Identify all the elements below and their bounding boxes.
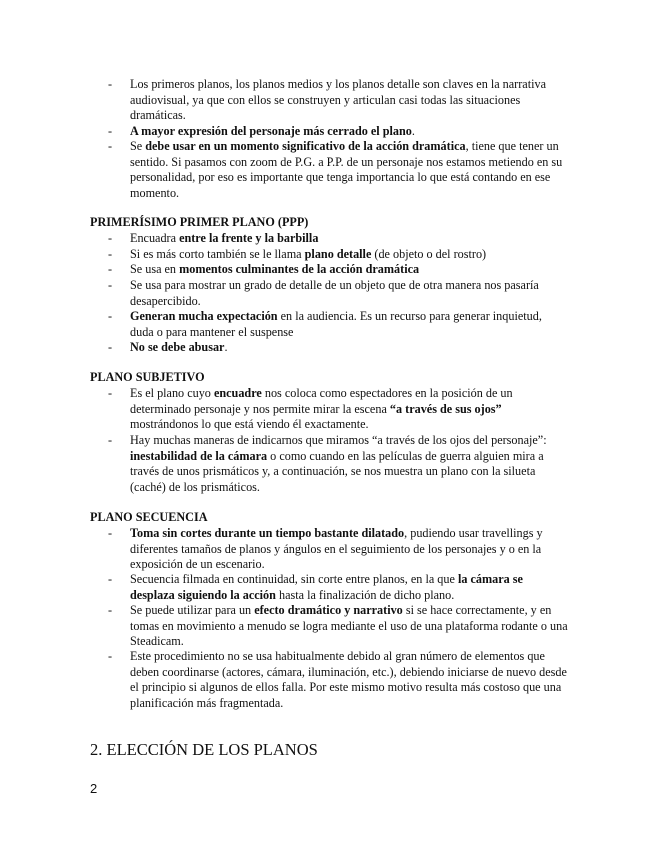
text-run: Se puede utilizar para un bbox=[130, 603, 255, 617]
text-run: Si es más corto también se le llama bbox=[130, 247, 305, 261]
bold-text: “a través de sus ojos” bbox=[389, 401, 502, 416]
bullet-dash: - bbox=[108, 603, 113, 617]
text-run: . bbox=[224, 340, 228, 354]
text-run: Hay muchas maneras de indicarnos que miramos “a través de los ojos del personaje”: bbox=[130, 433, 547, 447]
text-run: , tiene que tener un sentido. Si pasamos con zoom de P.G. a P.P. de un personaje nos estamos metiendo en su personalidad, por eso es importante que tenga importancia lo que está contando en ese momento. bbox=[130, 139, 563, 200]
bold-text: entre la frente y la barbilla bbox=[179, 231, 319, 245]
list-item bbox=[108, 526, 568, 573]
bold-text: inestabilidad de la cámara bbox=[130, 448, 268, 463]
list-item-text bbox=[130, 77, 568, 124]
section-heading-ppp: PRIMERÍSIMO PRIMER PLANO (PPP) bbox=[90, 215, 309, 229]
text-run: mostrándonos lo que está viendo él exactamente. bbox=[130, 417, 369, 432]
text-run: Se bbox=[130, 139, 146, 153]
bullet-dash: - bbox=[108, 139, 113, 153]
bullet-dash: - bbox=[108, 247, 113, 261]
bullet-dash: - bbox=[108, 262, 113, 276]
bold-text: encuadre bbox=[213, 386, 262, 400]
list-item bbox=[108, 247, 568, 263]
bullet-dash: - bbox=[108, 649, 113, 663]
bullet-dash: - bbox=[108, 231, 113, 245]
text-run: Es el plano cuyo bbox=[130, 386, 214, 400]
list-item-text bbox=[130, 526, 568, 573]
list-item-text bbox=[130, 278, 568, 309]
bold-text: la cámara se desplaza siguiendo la acción bbox=[130, 572, 523, 602]
list-item-text bbox=[130, 262, 568, 278]
bullet-dash: - bbox=[108, 124, 113, 138]
bold-text: plano detalle bbox=[304, 247, 372, 261]
bold-text: Generan mucha expectación bbox=[130, 309, 278, 323]
text-run: . bbox=[411, 124, 415, 138]
list-item-text bbox=[130, 572, 568, 603]
bullet-dash: - bbox=[108, 433, 113, 447]
list-item-text bbox=[130, 603, 568, 650]
page-number: 2 bbox=[90, 781, 98, 796]
bold-text: efecto dramático y narrativo bbox=[254, 603, 403, 617]
bold-text: Toma sin cortes durante un tiempo bastante dilatado bbox=[130, 526, 405, 540]
bold-text: A mayor expresión del personaje más cerrado el plano bbox=[130, 124, 412, 138]
text-run: Los primeros planos, los planos medios y los planos detalle son claves en la narrativa audiovisual, ya que con ellos se construyen y articulan casi todas las situaciones dramáticas. bbox=[130, 77, 546, 123]
bullet-dash: - bbox=[108, 278, 113, 292]
text-run: en la audiencia. Es un recurso para generar inquietud, duda o para mantener el suspense bbox=[130, 309, 542, 339]
bullet-dash: - bbox=[108, 386, 113, 400]
section-title-eleccion: 2. ELECCIÓN DE LOS PLANOS bbox=[90, 740, 318, 759]
list-item bbox=[108, 603, 568, 650]
list-item-text bbox=[130, 124, 568, 140]
list-item-text bbox=[130, 433, 568, 495]
text-run: si se hace correctamente, y en tomas en movimiento a menudo se logra mediante el uso de una plataforma rodante o una Steadicam. bbox=[130, 603, 568, 649]
list-item bbox=[108, 386, 568, 433]
list-item bbox=[108, 262, 568, 278]
list-item bbox=[108, 309, 568, 340]
list-item bbox=[108, 278, 568, 309]
list-item bbox=[108, 231, 568, 247]
list-item bbox=[108, 572, 568, 603]
list-item-text bbox=[130, 139, 568, 201]
list-item bbox=[108, 649, 568, 711]
text-run: Se usa para mostrar un grado de detalle de un objeto que de otra manera nos pasaría desapercibido. bbox=[130, 278, 539, 308]
list-item-text bbox=[130, 231, 568, 247]
text-run: Se usa en bbox=[130, 262, 180, 276]
text-run: Secuencia filmada en continuidad, sin corte entre planos, en la que bbox=[130, 572, 458, 586]
list-item bbox=[108, 139, 568, 201]
list-item bbox=[108, 77, 568, 124]
list-item bbox=[108, 433, 568, 495]
bold-text: debe usar en un momento significativo de la acción dramática bbox=[145, 139, 466, 153]
section-heading-secuencia: PLANO SECUENCIA bbox=[90, 510, 208, 524]
list-item bbox=[108, 340, 568, 356]
list-item-text bbox=[130, 649, 568, 711]
bullet-dash: - bbox=[108, 526, 113, 540]
bullet-dash: - bbox=[108, 77, 113, 91]
text-run: (de objeto o del rostro) bbox=[371, 247, 487, 261]
section-heading-subjetivo: PLANO SUBJETIVO bbox=[90, 370, 205, 384]
text-run: nos coloca como espectadores en la posición de un determinado personaje y nos permite mirar la escena bbox=[130, 386, 513, 416]
text-run: Este procedimiento no se usa habitualmente debido al gran número de elementos que deben coordinarse (actores, cámara, iluminación, etc.), debiendo iniciarse de nuevo desde el principio si algunos de ellos falla. Por este mismo motivo resulta más costoso que una planificación más fragmentada. bbox=[130, 649, 567, 710]
list-item-text bbox=[130, 340, 568, 356]
text-run: hasta la finalización de dicho plano. bbox=[275, 587, 455, 602]
bold-text: No se debe abusar bbox=[130, 340, 225, 354]
list-item-text bbox=[130, 247, 568, 263]
bullet-dash: - bbox=[108, 309, 113, 323]
text-run: o como cuando en las películas de guerra alguien mira a través de unos prismáticos y, a continuación, se nos muestra un plano con la silueta (caché) de los prismáticos. bbox=[130, 448, 544, 494]
list-item bbox=[108, 124, 568, 140]
bullet-dash: - bbox=[108, 340, 113, 354]
text-run: , pudiendo usar travellings y diferentes tamaños de planos y ángulos en el seguimiento de los personajes y o en la exposición de un escenario. bbox=[130, 526, 543, 572]
list-item-text bbox=[130, 386, 568, 433]
text-run: Encuadra bbox=[130, 231, 180, 245]
bold-text: momentos culminantes de la acción dramática bbox=[179, 262, 420, 276]
bullet-dash: - bbox=[108, 572, 113, 586]
list-item-text bbox=[130, 309, 568, 340]
